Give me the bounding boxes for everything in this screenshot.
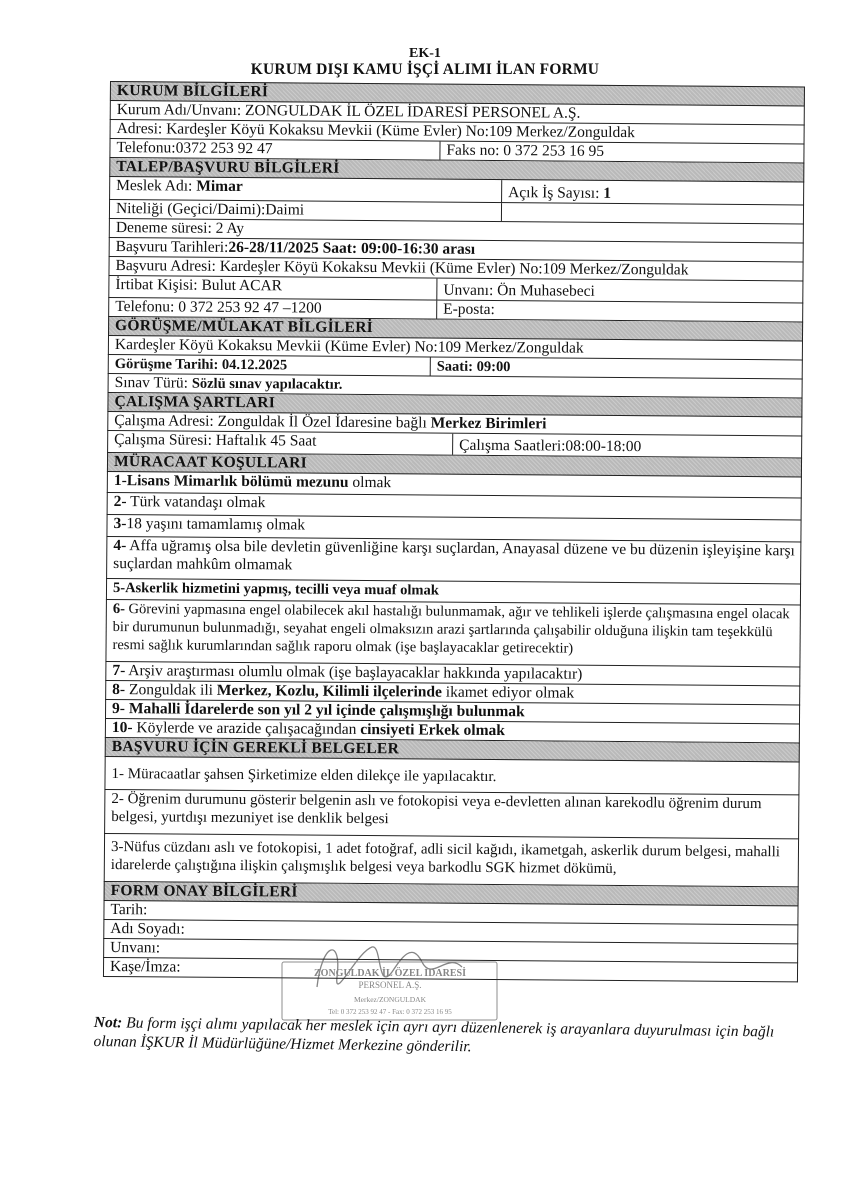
form-title: KURUM DIŞI KAMU İŞÇİ ALIMI İLAN FORMU — [250, 61, 600, 78]
calisma-suresi: Çalışma Süresi: Haftalık 45 Saat — [108, 431, 453, 455]
calisma-adresi-value: Merkez Birimleri — [430, 414, 547, 433]
stamp-line-2: PERSONEL A.Ş. — [358, 980, 422, 990]
kosul-3-num: 3- — [113, 515, 127, 533]
onay-tarih: Tarih: — [103, 901, 798, 925]
irtibat-eposta: E-posta: — [443, 300, 495, 319]
section-header-gorusme: GÖRÜŞME/MÜLAKAT BİLGİLERİ — [108, 317, 803, 341]
onay-adsoyad: Adı Soyadı: — [103, 920, 798, 944]
kosul-8-bold: Merkez, Kozlu, Kilimli ilçelerinde — [216, 681, 443, 701]
kosul-2-rest: Türk vatandaşı olmak — [126, 493, 266, 512]
kosul-10-num: 10- — [111, 719, 133, 737]
kosul-8-a: Zonguldak ili — [125, 681, 217, 699]
acik-is-value: 1 — [603, 184, 612, 202]
onay-unvani: Unvanı: — [103, 939, 798, 963]
deneme-suresi: Deneme süresi: 2 Ay — [109, 219, 804, 243]
kosul-4-num: 4- — [113, 537, 127, 555]
kosul-7-rest: Arşiv araştırması olumlu olmak (işe başlayacaklar hakkında yapılacaktır) — [125, 662, 583, 683]
meslek-label: Meslek Adı: — [116, 177, 197, 195]
kurum-name: Kurum Adı/Unvanı: ZONGULDAK İL ÖZEL İDARESİ PERSONEL A.Ş. — [110, 101, 805, 125]
stamp-line-4: Tel: 0 372 253 92 47 - Fax: 0 372 253 16 95 — [328, 1008, 452, 1016]
kosul-10-bold: cinsiyeti Erkek olmak — [360, 720, 505, 740]
sinav-turu-label: Sınav Türü: — [114, 374, 192, 392]
section-header-talep: TALEP/BAŞVURU BİLGİLERİ — [109, 158, 804, 182]
section-header-calisma: ÇALIŞMA ŞARTLARI — [107, 393, 802, 417]
belge-3: 3-Nüfus cüzdanı aslı ve fotokopisi, 1 adet fotoğraf, adli sicil kağıdı, ikametgah, askerlik durum belgesi, mahalli idarelerde çalıştığına ilişkin çalışmışlık belgesi veya barkodlu SGK hizmet dökümü, — [104, 834, 799, 887]
kosul-5: 5-Askerlik hizmetini yapmış, tecilli veya muaf olmak — [106, 579, 801, 605]
kosul-6-num: 6- — [112, 601, 126, 618]
acik-is-label: Açık İş Sayısı: — [508, 184, 604, 202]
kosul-1-bold: 1-Lisans Mimarlık bölümü mezunu — [113, 472, 349, 491]
gorusme-tarihi: Görüşme Tarihi: 04.12.2025 — [109, 355, 431, 376]
kosul-10-a: Köylerde ve arazide çalışacağından — [132, 719, 361, 738]
kosul-3-rest: 18 yaşını tamamlamış olmak — [126, 515, 306, 534]
kurum-fax: Faks no: 0 372 253 16 95 — [446, 141, 605, 160]
irtibat-telefon: Telefonu: 0 372 253 92 47 –1200 — [109, 298, 437, 319]
nitelik-field: Niteliği (Geçici/Daimi):Daimi — [110, 200, 502, 221]
form-table — [103, 81, 805, 982]
basvuru-tarihleri-value: 26-28/11/2025 Saat: 09:00-16:30 arası — [228, 238, 476, 258]
kurum-phone: Telefonu:0372 253 92 47 — [110, 139, 440, 160]
footer-note-label: Not: — [93, 1013, 123, 1032]
sinav-turu-value: Sözlü sınav yapılacaktır. — [191, 375, 343, 393]
belge-1: 1- Müracaatlar şahsen Şirketimize elden dilekçe ile yapılacaktır. — [104, 757, 799, 795]
kosul-7-num: 7- — [112, 662, 126, 680]
kosul-8-rest: ikamet ediyor olmak — [441, 683, 575, 702]
gorusme-adres: Kardeşler Köyü Kokaksu Mevkii (Küme Evler) No:109 Merkez/Zonguldak — [108, 336, 803, 360]
kosul-4 — [106, 537, 801, 584]
basvuru-tarihleri-label: Başvuru Tarihleri: — [115, 238, 229, 256]
meslek-value: Mimar — [196, 177, 243, 196]
stamp-line-1: ZONGULDAK İL ÖZEL İDARESİ — [314, 968, 466, 979]
kosul-6-rest: Görevini yapmasına engel olabilecek akıl hastalığı bulunmamak, ağır ve tehlikeli işlerde çalışmasına engel olacak bir durumunun bulunmadığı, seyahat engeli olmaksızın arazi şartlarında çalışabilir olduğuna ilişkin tam teşekkülü resmi sağlık kurumlarından sağlık raporu olmak (işe başlayacaklar getirecektir) — [112, 601, 790, 657]
kosul-6 — [105, 600, 800, 667]
meslek-field — [110, 177, 502, 202]
kurum-address: Adresi: Kardeşler Köyü Kokaksu Mevkii (Küme Evler) No:109 Merkez/Zonguldak — [110, 120, 805, 144]
section-header-belgeler: BAŞVURU İÇİN GEREKLİ BELGELER — [105, 738, 800, 762]
gorusme-saati: Saati: 09:00 — [436, 358, 511, 376]
kosul-9: 9- Mahalli İdarelerde son yıl 2 yıl içinde çalışmışlığı bulunmak — [105, 700, 800, 724]
section-header-kurum: KURUM BİLGİLERİ — [110, 81, 805, 106]
kosul-2-num: 2- — [113, 493, 127, 511]
irtibat-kisisi: İrtibat Kişisi: Bulut ACAR — [109, 276, 437, 300]
acik-is-field — [502, 180, 803, 204]
footer-note-text: Bu form işçi alımı yapılacak her meslek için ayrı ayrı düzenlenerek iş arayanlara duyurulması için bağlı olunan İŞKUR İl Müdürlüğüne/Hizmet Merkezine gönderilir. — [93, 1014, 775, 1056]
kosul-1-rest: olmak — [348, 473, 392, 492]
onay-kase: Kaşe/İmza: — [103, 958, 798, 982]
footer-note — [93, 1013, 793, 1061]
annex-label: EK-1 — [409, 46, 441, 61]
calisma-saatleri: Çalışma Saatleri:08:00-18:00 — [459, 436, 642, 456]
irtibat-unvani: Unvanı: Ön Muhasebeci — [443, 281, 595, 300]
stamp-line-3: Merkez/ZONGULDAK — [353, 995, 427, 1004]
basvuru-adresi: Başvuru Adresi: Kardeşler Köyü Kokaksu Mevkii (Küme Evler) No:109 Merkez/Zonguldak — [108, 257, 803, 281]
calisma-adresi-label: Çalışma Adresi: Zonguldak İl Özel İdaresine bağlı — [114, 412, 431, 432]
belge-2: 2- Öğrenim durumunu gösterir belgenin aslı ve fotokopisi veya e-devletten alınan karekodlu öğrenim durum belgesi, yurtdışı mezuniyet ise denklik belgesi — [104, 790, 799, 839]
section-header-onay: FORM ONAY BİLGİLERİ — [104, 882, 799, 906]
kosul-8-num: 8- — [112, 681, 126, 699]
kosul-4-rest: Affa uğramış olsa bile devletin güvenliğine karşı suçlardan, Anayasal düzene ve bu düzenin işleyişine karşı suçlardan mahkûm olmamak — [113, 537, 795, 574]
section-header-kosullar: MÜRACAAT KOŞULLARI — [107, 453, 802, 477]
